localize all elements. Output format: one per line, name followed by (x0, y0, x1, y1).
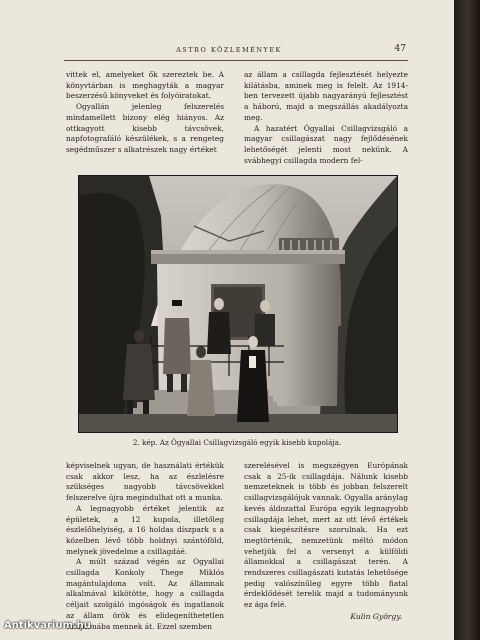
paragraph: az állam a csillagda fejlesztését helyezte kilátásba, aminek meg is felelt. Az 1914-ben tervezett újabb nagyarányú fejlesztést a háború, majd a megszállás akadályozta meg. (244, 70, 408, 122)
site-watermark: Antikvarium.hu (4, 620, 91, 631)
photo-illustration (79, 176, 397, 432)
paragraph: képviselnek ugyan, de használati értékük csak akkor lesz, ha az észlelésre szükséges nagyobb távcsövekkel felszerelve újra megindulhat ott a munka. (66, 461, 224, 503)
running-title: ASTRO KÖZLEMÉNYEK (176, 46, 282, 54)
column-bottom-right (244, 461, 408, 611)
paragraph: Ogyallán jelenleg felszerelés mindamellett bizony elég hiányos. Az ottkagyott kisebb távcsövek, napfotografáló készülékek, s a rengeteg segédműszer s alkatrészek nagy értéket (66, 102, 224, 154)
figure-caption: 2. kép. Az Ógyallai Csillagvizsgáló egyik kisebb kupolája. (132, 438, 342, 447)
paragraph: A hazatért Ógyallai Csillagvizsgáló a magyar csillagászat nagy fejlődésének lehetőségét jelenti most nekünk. A svábhegyi csillagda modern fel- (244, 123, 408, 165)
paragraph: szerelésével is megszégyen Európának csak a 25-ik csillagdája. Nálunk kisebb nemzeteknek is több és jobban felszerelt csillagvizsgálójuk vannak. Ogyalla aránylag kevés áldozattal Európa egyik legnagyobb csillagdája lehet, mert az ott lévő értékek csak kiegészítésre szorulnak. Ha ezt megtörténik, nemzetünk méltó módon vehetjük fel a versenyt a külföldi államokkal a csillagászat terén. A rendszeres csillagászati kutatás lehetősége pedig valószínűleg egyre több fiatal érdeklődését terelik majd a tudományunk ez ága felé. (244, 461, 408, 610)
page-number: 47 (394, 44, 406, 54)
column-bottom-left (66, 461, 224, 632)
observatory-dome-photo (78, 175, 398, 433)
paragraph: vittek el, amelyeket ők szereztek be. A könyvtárban is meghagyták a magyar beszerzésű könyveket és folyóiratokat. (66, 70, 224, 101)
paragraph: A múlt század végén az Ogyallai csillagda Konkoly Thege Miklós magántulajdona volt. Az államnak alkalmával kikötötte, hogy a csillagda céljait szolgáló ingóságok és ingatlanok az állam örök és elidegeníthetetlen tulajdonába mennek át. Ezzel szemben (66, 557, 224, 631)
column-top-left (66, 70, 224, 156)
column-top-right (244, 70, 408, 166)
paragraph: A legnagyobb értéket jelentik az épületek, a 12 kupola, illetőleg észlelőhelyiség, a 16 holdas díszpark s a közelben lévő több holdnyi szántóföld, melynek jövedelme a csillagdáé. (66, 503, 224, 556)
author-signature: Kulin György. (350, 612, 402, 621)
page-header (64, 44, 408, 61)
book-binding (454, 0, 480, 640)
